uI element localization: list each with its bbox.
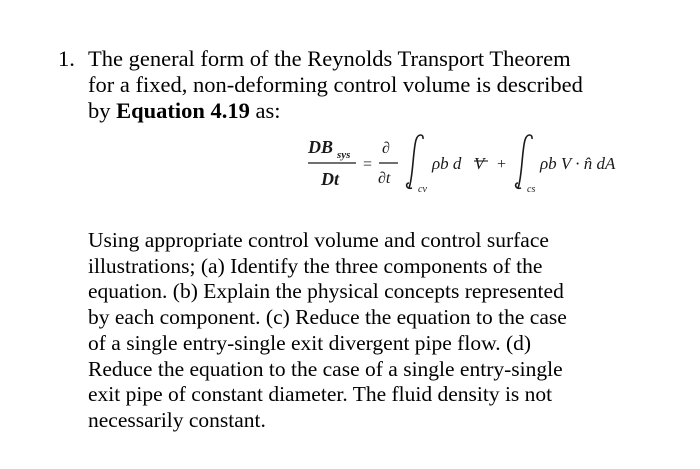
question-line: exit pipe of constant diameter. The fluid density is not: [88, 382, 553, 407]
question-line: Using appropriate control volume and control surface: [88, 228, 549, 252]
integrand-2: ρb V · n̂ dA: [540, 154, 616, 173]
problem-number: 1.: [58, 46, 75, 71]
intro-line: for a fixed, non-deforming control volume is described: [88, 72, 583, 97]
integral-icon: [516, 135, 533, 188]
cs-label: cs: [527, 184, 536, 195]
question-line: of a single entry-single exit divergent pipe flow. (d): [88, 330, 532, 355]
intro-line: The general form of the Reynolds Transport Theorem: [88, 46, 571, 71]
question-line: illustrations; (a) Identify the three components of the: [88, 253, 543, 278]
question-line: Reduce the equation to the case of a single entry-single: [88, 356, 563, 381]
plus-sign: +: [497, 156, 507, 173]
intro-by: by: [88, 98, 117, 123]
integrand-1: ρb d: [432, 154, 462, 173]
intro-tail: as:: [249, 98, 281, 123]
lhs-numerator-subscript: sys: [337, 149, 351, 161]
lhs-numerator: DB: [308, 137, 334, 157]
volume-symbol: V: [474, 154, 485, 173]
partial-denominator: ∂t: [378, 170, 391, 187]
lhs-denominator: Dt: [321, 169, 339, 189]
equals-sign: =: [363, 156, 373, 173]
question-line: equation. (b) Explain the physical concepts represented: [88, 279, 564, 304]
question-line: necessarily constant.: [88, 407, 266, 432]
integral-icon: [407, 135, 424, 188]
partial-numerator: ∂: [382, 140, 390, 157]
cv-label: cv: [418, 184, 427, 195]
question-text: [88, 228, 648, 434]
question-line: by each component. (c) Reduce the equation to the case: [88, 305, 567, 330]
equation-reference: Equation 4.19: [116, 98, 250, 123]
